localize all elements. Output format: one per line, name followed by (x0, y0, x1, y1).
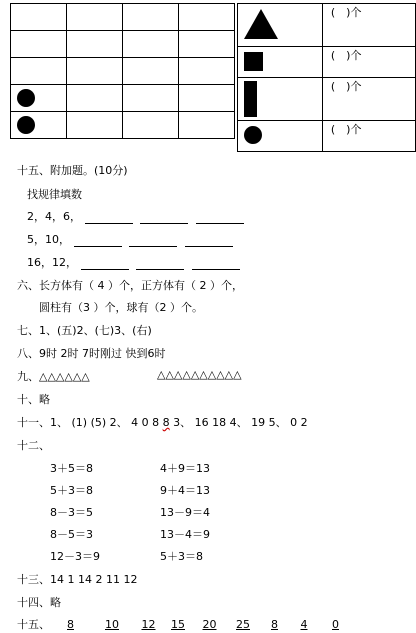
answer-value: 0 (332, 618, 339, 631)
section-subtitle: 找规律填数 (27, 188, 82, 201)
answer-value: 8 (67, 618, 74, 631)
shape-row (238, 4, 416, 47)
answer-text: 3、 16 18 4、 19 5、 0 2 (169, 416, 308, 429)
answer-9 (17, 368, 90, 384)
equation: 13－4＝9 (160, 528, 210, 541)
answer-13: 十三、14 1 14 2 11 12 (17, 573, 138, 586)
circle-icon (17, 89, 35, 107)
answer-blank (192, 257, 240, 270)
shape-row (238, 121, 416, 152)
circle-icon (17, 116, 35, 134)
equation: 8－5＝3 (50, 528, 93, 541)
answer-6-line2: 圆柱有（3 ）个，球有（2 ）个。 (39, 301, 203, 314)
section-title: 十五、附加题。(10分) (17, 164, 128, 177)
answer-blank (185, 234, 233, 247)
answer-blank (81, 257, 129, 270)
answer-value: 25 (236, 618, 250, 631)
triangle-group: △△△△△△△△△△ (157, 368, 242, 381)
answer-value: 15 (171, 618, 185, 631)
grid-row (11, 4, 235, 31)
equation: 5＋3＝8 (160, 550, 203, 563)
answer-blank (196, 211, 244, 224)
triangle-group: △△△△△△ (39, 370, 90, 383)
answer-label: 十五、 (17, 618, 50, 631)
counting-grid (10, 3, 235, 139)
answer-6-line1: 六、长方体有（ 4 ）个，正方体有（ 2 ）个， (17, 279, 243, 292)
answer-blank (85, 211, 133, 224)
shape-count: ( )个 (322, 4, 415, 47)
answer-11 (17, 414, 308, 430)
grid-row (11, 85, 235, 112)
grid-row (11, 31, 235, 58)
pattern-text: 16，12， (27, 256, 77, 269)
answer-blank (129, 234, 177, 247)
answer-7: 七、1、(五)2、(七)3、(右) (17, 324, 152, 337)
grid-row (11, 58, 235, 85)
answer-value: 4 (300, 618, 308, 631)
answer-14: 十四、略 (17, 596, 61, 609)
answer-8: 八、9时 2时 7时刚过 快到6时 (17, 347, 166, 360)
pattern-row (27, 231, 233, 247)
answer-value: 8 (271, 618, 278, 631)
pattern-row (27, 208, 244, 224)
answer-value: 20 (202, 618, 217, 631)
shape-row (238, 78, 416, 121)
answer-text: 十一、1、 (1) (5) 2、 4 0 8 (17, 416, 163, 429)
answer-blank (74, 234, 122, 247)
shape-row (238, 47, 416, 78)
shape-count: ( )个 (322, 47, 415, 78)
answer-15 (17, 616, 350, 632)
answer-blank (136, 257, 184, 270)
answer-value: 10 (105, 618, 119, 631)
equation: 8－3＝5 (50, 506, 93, 519)
triangle-icon (244, 9, 278, 39)
equation: 9＋4＝13 (160, 484, 210, 497)
circle-icon (244, 126, 262, 144)
equation: 3＋5＝8 (50, 462, 93, 475)
square-icon (244, 52, 263, 71)
answer-label: 九、 (17, 370, 39, 383)
answer-value: 12 (141, 618, 156, 631)
answer-blank (140, 211, 188, 224)
grid-row (11, 112, 235, 139)
marked-digit: 8 (162, 416, 170, 429)
equation: 13－9＝4 (160, 506, 210, 519)
shape-count: ( )个 (322, 121, 415, 152)
shape-count-table (237, 3, 416, 152)
shape-count: ( )个 (322, 78, 415, 121)
equation: 5＋3＝8 (50, 484, 93, 497)
pattern-row (27, 254, 240, 270)
pattern-text: 2，4，6， (27, 210, 81, 223)
equation: 12－3＝9 (50, 550, 100, 563)
pattern-text: 5，10， (27, 233, 70, 246)
equation: 4＋9＝13 (160, 462, 210, 475)
rectangle-icon (244, 81, 257, 117)
answer-10: 十、略 (17, 393, 50, 406)
answer-12-label: 十二、 (17, 439, 50, 452)
